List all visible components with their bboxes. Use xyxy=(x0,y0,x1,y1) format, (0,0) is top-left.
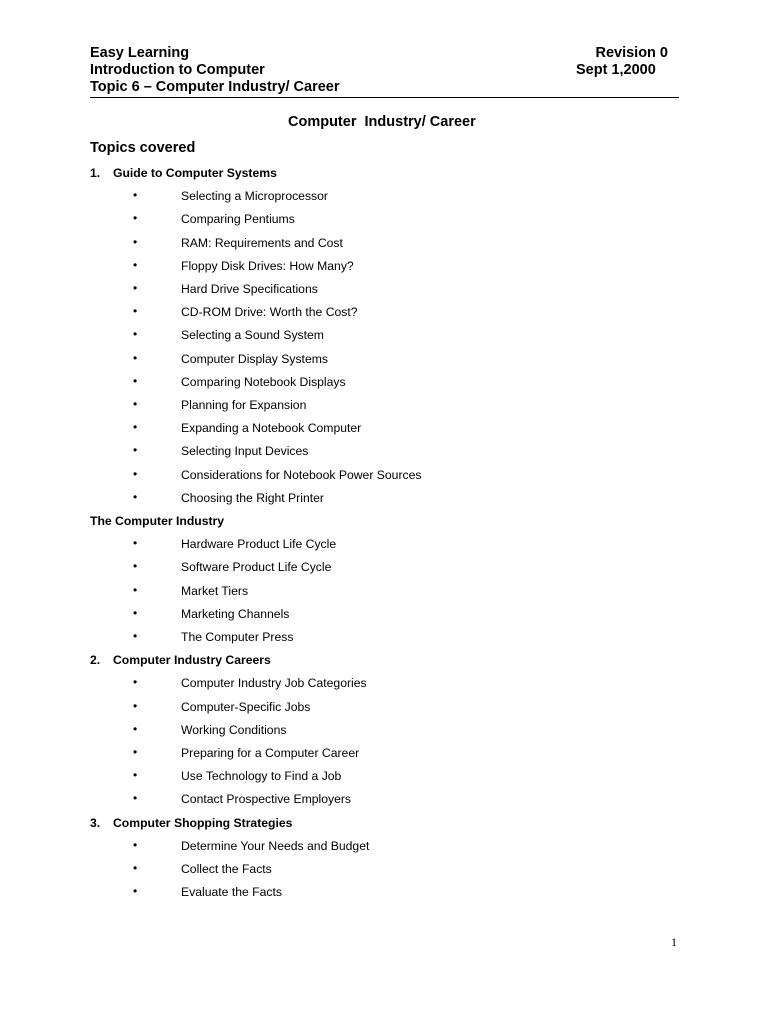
section-heading xyxy=(90,514,224,529)
list-item-label: Contact Prospective Employers xyxy=(181,792,352,807)
bullet-icon: • xyxy=(133,327,138,342)
list-item-label: Computer-Specific Jobs xyxy=(181,699,311,714)
list-item-label: Choosing the Right Printer xyxy=(181,490,324,505)
list-item-label: Use Technology to Find a Job xyxy=(181,769,342,784)
page-number: 1 xyxy=(671,935,677,949)
header-divider xyxy=(90,97,679,98)
list-item-label: Working Conditions xyxy=(181,722,287,737)
list-item-label: Comparing Pentiums xyxy=(181,212,295,227)
bullet-icon: • xyxy=(133,721,138,736)
section-title: Computer Industry Careers xyxy=(113,653,271,668)
list-item-label: Collect the Facts xyxy=(181,862,272,876)
list-item-label: Selecting a Sound System xyxy=(181,328,324,343)
header-date: Sept 1,2000 xyxy=(576,62,656,78)
bullet-icon: • xyxy=(133,443,138,458)
section-title: Guide to Computer Systems xyxy=(113,166,277,180)
bullet-icon: • xyxy=(133,582,138,597)
header-course: Easy Learning xyxy=(90,45,190,61)
bullet-icon: • xyxy=(133,350,138,365)
bullet-icon: • xyxy=(133,420,138,435)
list-item-label: Software Product Life Cycle xyxy=(181,560,332,575)
section-number: 2. xyxy=(90,653,101,668)
list-item-label: Computer Display Systems xyxy=(181,351,328,366)
bullet-icon: • xyxy=(133,373,138,388)
bullet-icon: • xyxy=(133,257,138,272)
bullet-icon: • xyxy=(133,884,138,899)
section-heading xyxy=(90,653,271,668)
list-item-label: Marketing Channels xyxy=(181,606,290,621)
section-number: 1. xyxy=(90,166,101,180)
bullet-icon: • xyxy=(133,234,138,249)
bullet-icon: • xyxy=(133,397,138,411)
bullet-icon: • xyxy=(133,745,138,759)
bullet-icon: • xyxy=(133,605,138,620)
list-item-label: Planning for Expansion xyxy=(181,398,307,412)
bullet-icon: • xyxy=(133,466,138,481)
header-revision: Revision 0 xyxy=(595,45,668,61)
header-topic: Topic 6 – Computer Industry/ Career xyxy=(90,79,340,95)
section-title: The Computer Industry xyxy=(90,514,225,528)
list-item-label: The Computer Press xyxy=(181,630,294,644)
bullet-icon: • xyxy=(133,211,138,226)
bullet-icon: • xyxy=(133,489,138,504)
bullet-icon: • xyxy=(133,837,138,852)
list-item-label: CD-ROM Drive: Worth the Cost? xyxy=(181,305,358,320)
topics-heading: Topics covered xyxy=(90,140,196,156)
bullet-icon: • xyxy=(133,768,138,783)
section-number: 3. xyxy=(90,815,101,830)
bullet-icon: • xyxy=(133,281,138,295)
document-title: Computer Industry/ Career xyxy=(288,114,476,130)
list-item-label: RAM: Requirements and Cost xyxy=(181,235,343,250)
bullet-icon: • xyxy=(133,861,138,875)
list-item-label: Evaluate the Facts xyxy=(181,885,282,900)
list-item-label: Hard Drive Specifications xyxy=(181,282,318,296)
section-title: Computer Shopping Strategies xyxy=(113,815,293,830)
list-item-label: Market Tiers xyxy=(181,583,249,598)
list-item-label: Selecting a Microprocessor xyxy=(181,189,328,204)
bullet-icon: • xyxy=(133,629,138,643)
list-item-label: Determine Your Needs and Budget xyxy=(181,838,370,853)
list-item-label: Floppy Disk Drives: How Many? xyxy=(181,258,354,273)
bullet-icon: • xyxy=(133,536,138,551)
bullet-icon: • xyxy=(133,304,138,319)
header-left xyxy=(90,45,340,96)
section-heading xyxy=(90,166,277,181)
list-item-label: Hardware Product Life Cycle xyxy=(181,537,337,552)
header-right xyxy=(576,45,668,79)
list-item-label: Comparing Notebook Displays xyxy=(181,374,346,389)
header-subject: Introduction to Computer xyxy=(90,62,265,78)
section-heading xyxy=(90,816,292,831)
bullet-icon: • xyxy=(133,791,138,806)
list-item-label: Expanding a Notebook Computer xyxy=(181,421,362,436)
list-item-label: Computer Industry Job Categories xyxy=(181,676,367,691)
bullet-icon: • xyxy=(133,698,138,713)
bullet-icon: • xyxy=(133,188,138,203)
list-item-label: Preparing for a Computer Career xyxy=(181,746,360,760)
bullet-icon: • xyxy=(133,559,138,574)
list-item-label: Considerations for Notebook Power Sources xyxy=(181,467,422,482)
list-item-label: Selecting Input Devices xyxy=(181,444,309,459)
bullet-icon: • xyxy=(133,675,138,690)
